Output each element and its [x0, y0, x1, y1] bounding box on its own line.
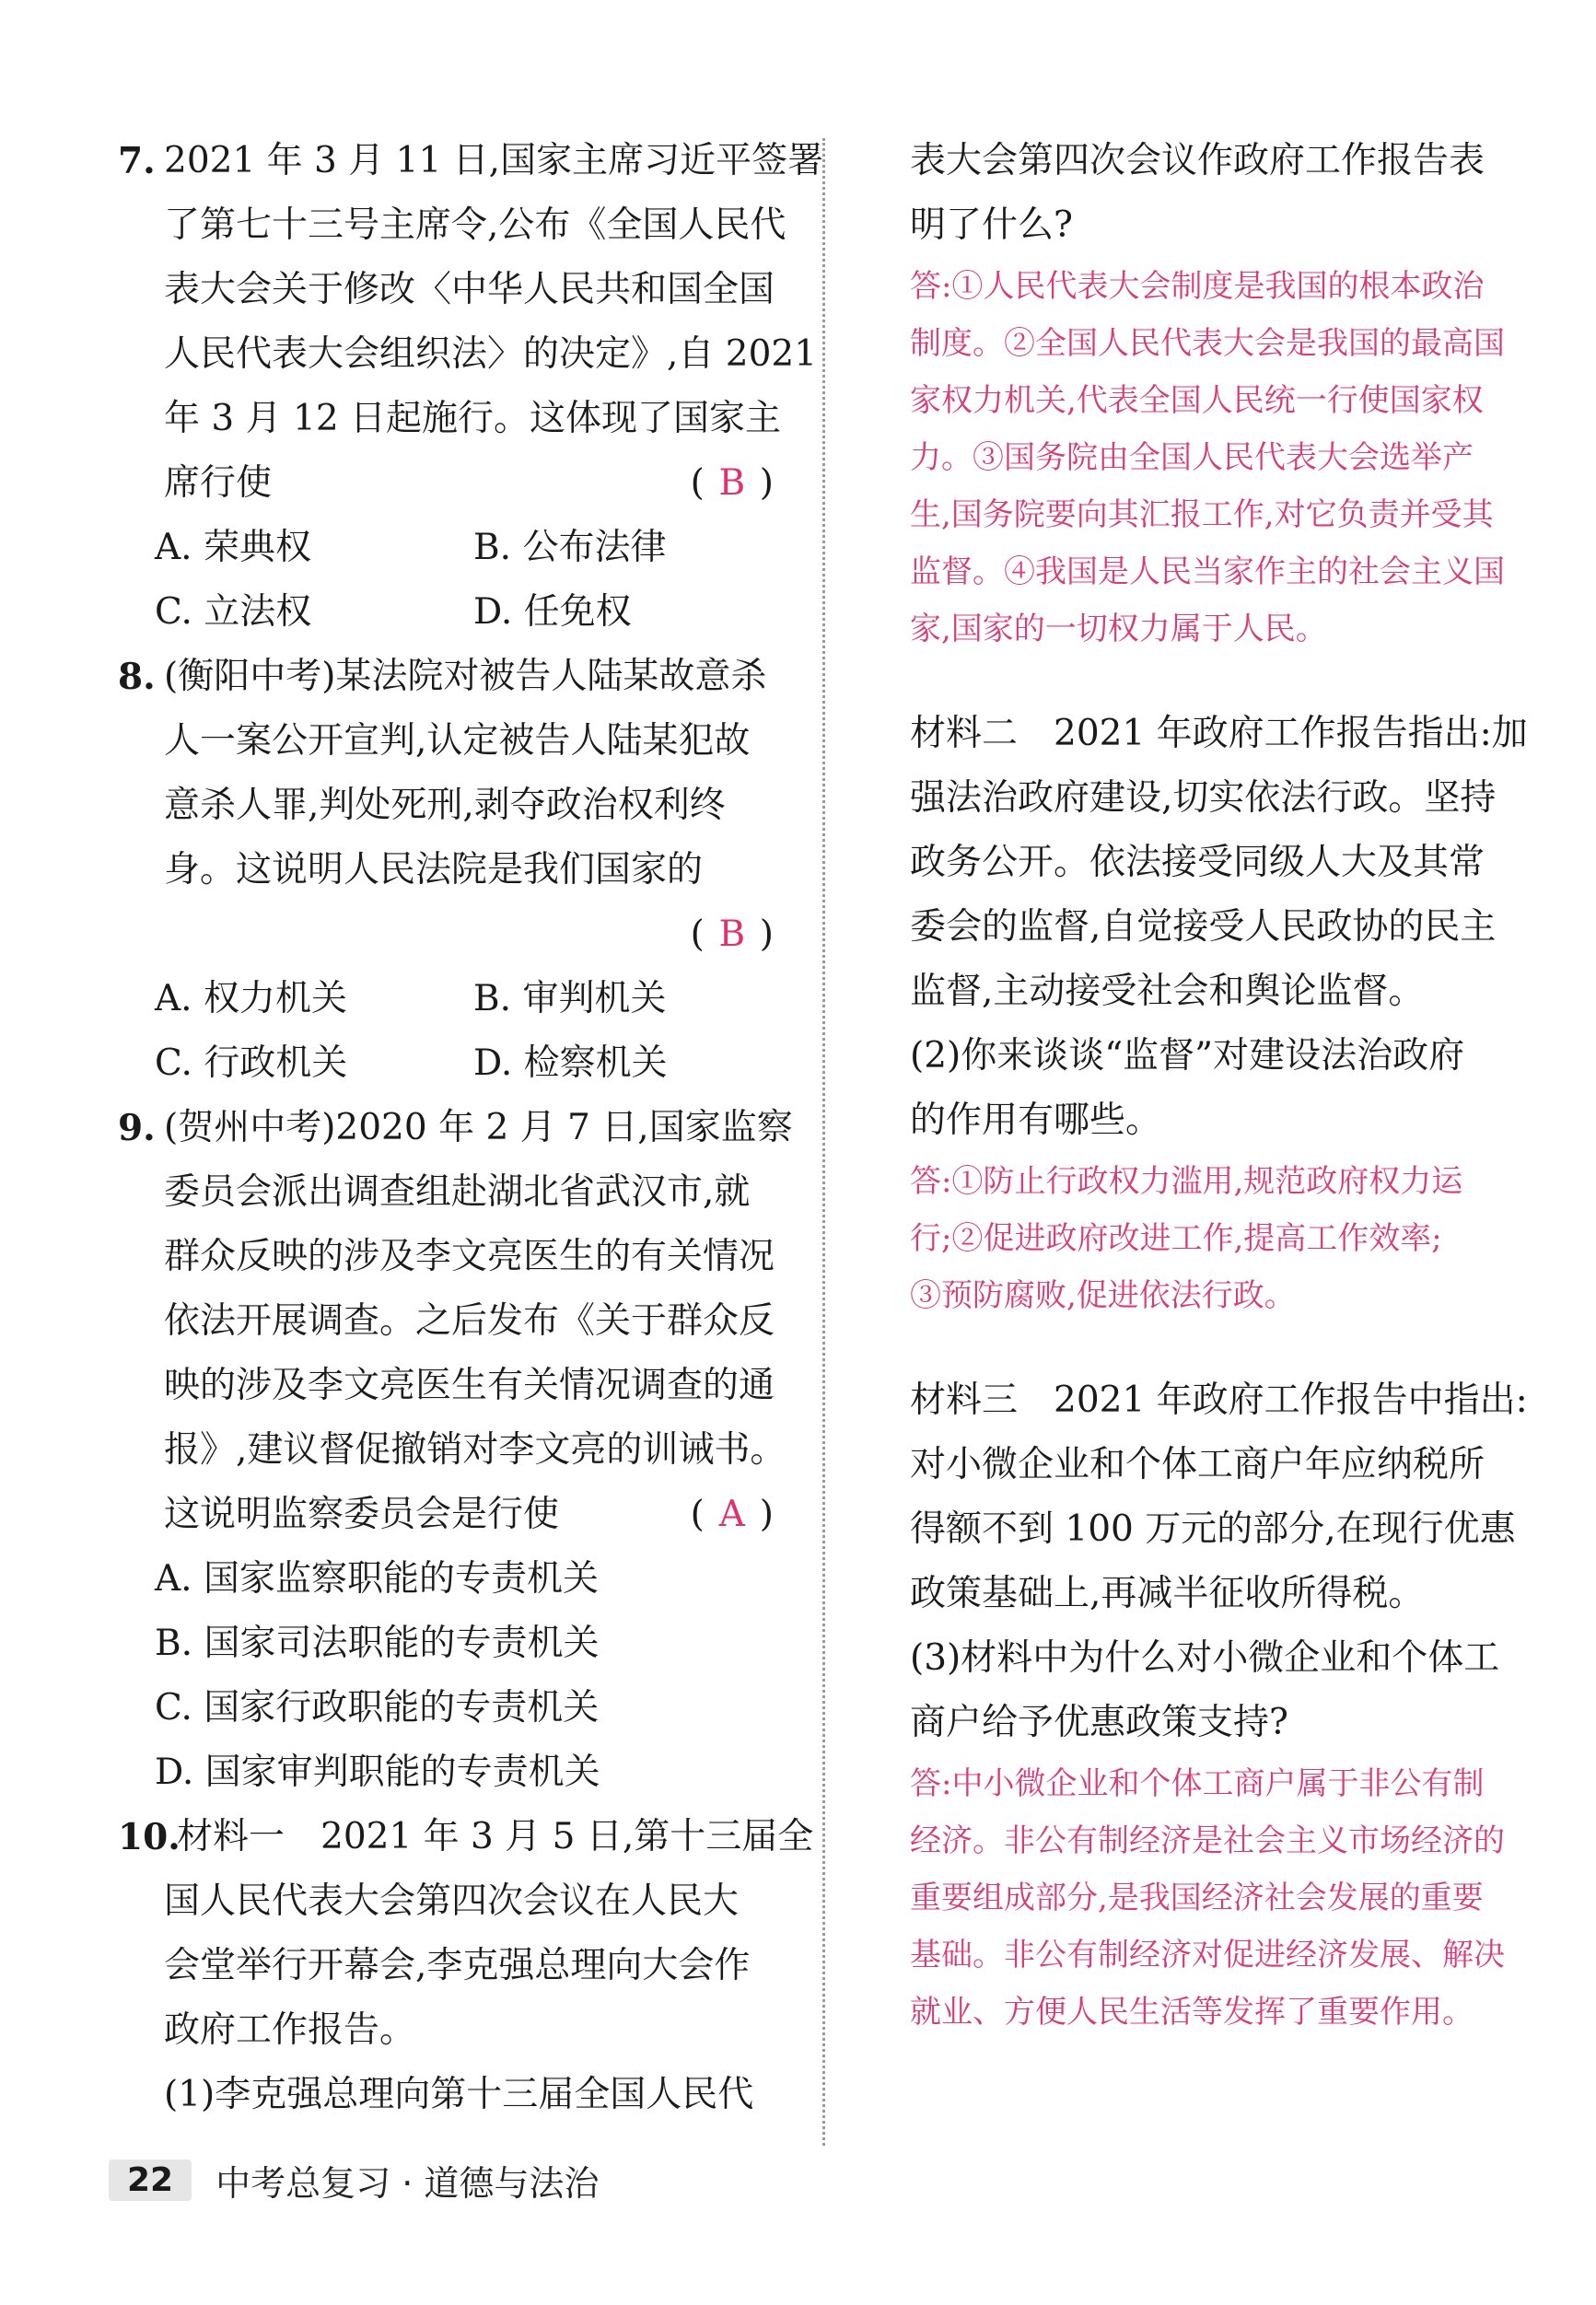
sub-question-text: 表大会第四次会议作政府工作报告表 [910, 140, 1485, 181]
material-text: 委会的监督,自觉接受人民政协的民主 [910, 906, 1497, 948]
question-9 [118, 1096, 792, 1805]
material-text: 材料一 2021 年 3 月 5 日,第十三届全 [177, 1816, 814, 1857]
answer-bracket: ( A ) [691, 1483, 774, 1547]
answer-text: 行;②促进政府改进工作,提高工作效率; [910, 1220, 1442, 1257]
question-text: (贺州中考)2020 年 2 月 7 日,国家监察 [164, 1107, 793, 1148]
option: B. 公布法律 [473, 527, 667, 568]
answer-text: 监督。④我国是人民当家作主的社会主义国 [910, 553, 1505, 590]
book-title: 中考总复习 · 道德与法治 [216, 2163, 600, 2204]
material-text: 政府工作报告。 [164, 2009, 416, 2051]
material-text: 得额不到 100 万元的部分,在现行优惠 [910, 1508, 1516, 1550]
answer-bracket: ( B ) [691, 451, 774, 516]
question-text: 依法开展调查。之后发布《关于群众反 [164, 1300, 775, 1342]
answer-text: 力。③国务院由全国人民代表大会选举产 [910, 439, 1474, 476]
option: C. 行政机关 [155, 1042, 348, 1084]
question-text: 表大会关于修改〈中华人民共和国全国 [164, 269, 775, 310]
answer-1 [910, 258, 1536, 658]
option: D. 国家审判职能的专责机关 [155, 1752, 600, 1793]
material-2 [910, 702, 1536, 1024]
question-number: 7. [118, 140, 156, 182]
material-text: 政务公开。依法接受同级人大及其常 [910, 842, 1485, 883]
question-text: 了第七十三号主席令,公布《全国人民代 [164, 204, 786, 246]
material-text: 监督,主动接受社会和舆论监督。 [910, 971, 1425, 1012]
answer-text: 答:①防止行政权力滥用,规范政府权力运 [910, 1163, 1463, 1200]
answer-letter: B [718, 914, 746, 955]
answer-text: 基础。非公有制经济对促进经济发展、解决 [910, 1937, 1505, 1973]
answer-text: 家,国家的一切权力属于人民。 [910, 611, 1327, 647]
options-row [118, 967, 792, 1031]
answer-text: 制度。②全国人民代表大会是我国的最高国 [910, 325, 1505, 362]
options-row [118, 516, 792, 580]
material-3 [910, 1368, 1536, 1626]
answer-text: ③预防腐败,促进依法行政。 [910, 1277, 1296, 1314]
material-text: 材料三 2021 年政府工作报告中指出: [910, 1380, 1528, 1421]
material-text: 会堂举行开幕会,李克强总理向大会作 [164, 1945, 751, 1986]
page-footer [109, 2155, 599, 2206]
answer-text: 经济。非公有制经济是社会主义市场经济的 [910, 1822, 1505, 1859]
question-text: 委员会派出调查组赴湖北省武汉市,就 [164, 1171, 751, 1213]
answer-letter: B [718, 462, 746, 504]
answer-text: 重要组成部分,是我国经济社会发展的重要 [910, 1880, 1484, 1916]
answer-3 [910, 1755, 1536, 2041]
right-column [910, 129, 1536, 2041]
answer-letter: A [718, 1494, 745, 1535]
answer-text: 家权力机关,代表全国人民统一行使国家权 [910, 382, 1484, 419]
option: B. 国家司法职能的专责机关 [155, 1623, 600, 1664]
question-text: 人民代表大会组织法〉的决定》,自 2021 [164, 333, 818, 375]
option: C. 立法权 [155, 591, 312, 633]
question-number: 9. [118, 1107, 156, 1149]
question-text: 映的涉及李文亮医生有关情况调查的通 [164, 1365, 775, 1406]
question-text: 人一案公开宣判,认定被告人陆某犯故 [164, 720, 751, 762]
question-text: 席行使 [164, 462, 273, 504]
option: A. 权力机关 [155, 978, 347, 1019]
sub-question-3: 商户给予优惠政策支持? [910, 1702, 1288, 1743]
page-number: 22 [109, 2159, 192, 2201]
option: D. 检察机关 [473, 1042, 668, 1084]
answer-2 [910, 1153, 1536, 1324]
option: A. 国家监察职能的专责机关 [155, 1558, 599, 1600]
sub-question-text: 明了什么? [910, 204, 1073, 246]
option: D. 任免权 [473, 591, 632, 633]
question-number: 10. [118, 1816, 181, 1858]
question-text: (衡阳中考)某法院对被告人陆某故意杀 [164, 656, 767, 697]
material-text: 政策基础上,再减半征收所得税。 [910, 1573, 1425, 1614]
answer-bracket: ( B ) [691, 902, 774, 967]
material-text: 强法治政府建设,切实依法行政。坚持 [910, 777, 1497, 819]
sub-question-2: 的作用有哪些。 [910, 1100, 1162, 1141]
answer-text: 生,国务院要向其汇报工作,对它负责并受其 [910, 496, 1494, 533]
column-divider [822, 138, 825, 2146]
sub-question-2: (2)你来谈谈“监督”对建设法治政府 [910, 1035, 1465, 1077]
material-text: 材料二 2021 年政府工作报告指出:加 [910, 713, 1528, 754]
sub-question-1: (1)李克强总理向第十三届全国人民代 [164, 2074, 754, 2115]
question-text: 2021 年 3 月 11 日,国家主席习近平签署 [164, 140, 824, 181]
left-column [118, 129, 824, 2127]
sub-question-3: (3)材料中为什么对小微企业和个体工 [910, 1637, 1500, 1679]
answer-text: 答:中小微企业和个体工商户属于非公有制 [910, 1765, 1485, 1802]
option: A. 荣典权 [155, 527, 311, 568]
question-text: 意杀人罪,判处死刑,剥夺政治权利终 [164, 785, 726, 826]
answer-text: 答:①人民代表大会制度是我国的根本政治 [910, 268, 1485, 305]
material-text: 对小微企业和个体工商户年应纳税所 [910, 1444, 1485, 1485]
option: C. 国家行政职能的专责机关 [155, 1687, 600, 1729]
question-number: 8. [118, 656, 156, 698]
answer-text: 就业、方便人民生活等发挥了重要作用。 [910, 1994, 1474, 2031]
question-text: 群众反映的涉及李文亮医生的有关情况 [164, 1236, 775, 1277]
question-text: 报》,建议督促撤销对李文亮的训诫书。 [164, 1429, 786, 1471]
question-text: 这说明监察委员会是行使 [164, 1494, 560, 1535]
question-7 [118, 129, 824, 645]
options-row [118, 1031, 792, 1096]
option: B. 审判机关 [473, 978, 667, 1019]
question-8 [118, 645, 792, 1096]
question-10 [118, 1805, 814, 2127]
material-text: 国人民代表大会第四次会议在人民大 [164, 1880, 740, 1922]
question-text: 年 3 月 12 日起施行。这体现了国家主 [164, 398, 782, 439]
question-text: 身。这说明人民法院是我们国家的 [164, 849, 704, 891]
options-row [118, 580, 792, 645]
